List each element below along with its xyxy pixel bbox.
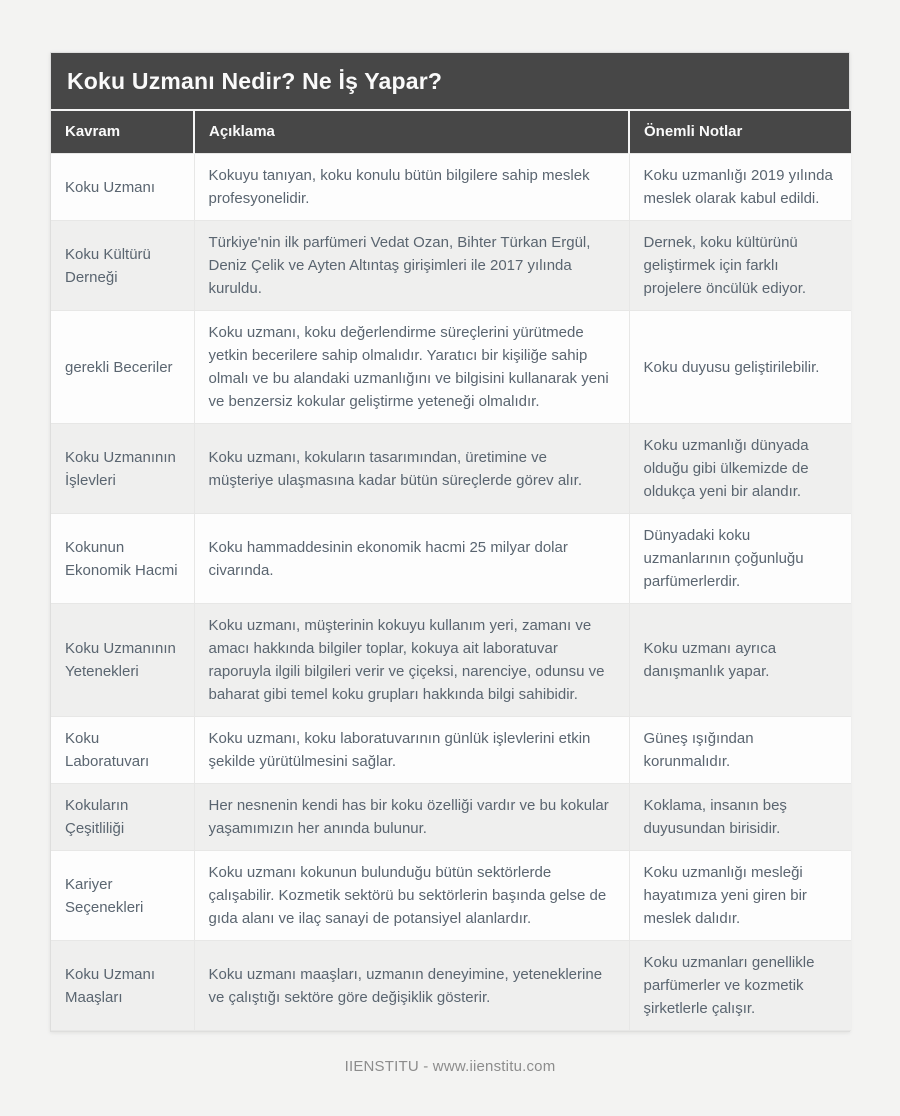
concept-cell: Koku Uzmanının İşlevleri xyxy=(51,424,194,514)
column-header-aciklama: Açıklama xyxy=(194,111,629,154)
description-cell: Her nesnenin kendi has bir koku özelliği vardır ve bu kokular yaşamımızın her anında bulunur. xyxy=(194,784,629,851)
note-cell: Koku uzmanı ayrıca danışmanlık yapar. xyxy=(629,604,851,717)
table-row xyxy=(51,784,851,851)
description-cell: Koku uzmanı, müşterinin kokuyu kullanım yeri, zamanı ve amacı hakkında bilgiler toplar, kokuya ait laboratuvar raporuyla ilgili bilgileri verir ve çiçeksi, narenciye, odunsu ve baharat gibi temel koku grupları hakkında bilgi sahibidir. xyxy=(194,604,629,717)
table-row xyxy=(51,717,851,784)
description-cell: Türkiye'nin ilk parfümeri Vedat Ozan, Bihter Türkan Ergül, Deniz Çelik ve Ayten Altıntaş girişimleri ile 2017 yılında kuruldu. xyxy=(194,221,629,311)
description-cell: Koku hammaddesinin ekonomik hacmi 25 milyar dolar civarında. xyxy=(194,514,629,604)
note-cell: Dünyadaki koku uzmanlarının çoğunluğu parfümerlerdir. xyxy=(629,514,851,604)
note-cell: Koku uzmanlığı mesleği hayatımıza yeni giren bir meslek dalıdır. xyxy=(629,851,851,941)
concept-cell: Koku Uzmanı Maaşları xyxy=(51,941,194,1031)
concept-cell: Koku Kültürü Derneği xyxy=(51,221,194,311)
description-cell: Koku uzmanı kokunun bulunduğu bütün sektörlerde çalışabilir. Kozmetik sektörü bu sektörlerin başında gelse de gıda alanı ve ilaç sanayi de potansiyel alanlardır. xyxy=(194,851,629,941)
concept-cell: Koku Uzmanının Yetenekleri xyxy=(51,604,194,717)
concept-cell: Kokuların Çeşitliliği xyxy=(51,784,194,851)
concept-cell: gerekli Beceriler xyxy=(51,311,194,424)
table-row xyxy=(51,311,851,424)
concept-cell: Koku Laboratuvarı xyxy=(51,717,194,784)
note-cell: Koku duyusu geliştirilebilir. xyxy=(629,311,851,424)
concept-cell: Kokunun Ekonomik Hacmi xyxy=(51,514,194,604)
info-table xyxy=(51,111,851,1031)
note-cell: Koku uzmanları genellikle parfümerler ve kozmetik şirketlerle çalışır. xyxy=(629,941,851,1031)
concept-cell: Koku Uzmanı xyxy=(51,154,194,221)
table-row xyxy=(51,424,851,514)
description-cell: Koku uzmanı, koku laboratuvarının günlük işlevlerini etkin şekilde yürütülmesini sağlar. xyxy=(194,717,629,784)
table-row xyxy=(51,941,851,1031)
table-row xyxy=(51,514,851,604)
page-title: Koku Uzmanı Nedir? Ne İş Yapar? xyxy=(51,53,849,111)
note-cell: Koku uzmanlığı 2019 yılında meslek olarak kabul edildi. xyxy=(629,154,851,221)
article-card xyxy=(50,52,850,1032)
page xyxy=(0,52,900,1116)
header-row xyxy=(51,111,851,154)
description-cell: Koku uzmanı, kokuların tasarımından, üretimine ve müşteriye ulaşmasına kadar bütün süreçlerde görev alır. xyxy=(194,424,629,514)
note-cell: Koku uzmanlığı dünyada olduğu gibi ülkemizde de oldukça yeni bir alandır. xyxy=(629,424,851,514)
note-cell: Dernek, koku kültürünü geliştirmek için farklı projelere öncülük ediyor. xyxy=(629,221,851,311)
table-row xyxy=(51,851,851,941)
table-row xyxy=(51,604,851,717)
description-cell: Koku uzmanı maaşları, uzmanın deneyimine, yeteneklerine ve çalıştığı sektöre göre değişiklik gösterir. xyxy=(194,941,629,1031)
description-cell: Kokuyu tanıyan, koku konulu bütün bilgilere sahip meslek profesyonelidir. xyxy=(194,154,629,221)
table-row xyxy=(51,154,851,221)
footer-branding: IIENSTITU - www.iienstitu.com xyxy=(344,1058,556,1075)
column-header-kavram: Kavram xyxy=(51,111,194,154)
concept-cell: Kariyer Seçenekleri xyxy=(51,851,194,941)
column-header-onemli-notlar: Önemli Notlar xyxy=(629,111,851,154)
note-cell: Koklama, insanın beş duyusundan birisidir. xyxy=(629,784,851,851)
note-cell: Güneş ışığından korunmalıdır. xyxy=(629,717,851,784)
description-cell: Koku uzmanı, koku değerlendirme süreçlerini yürütmede yetkin becerilere sahip olmalıdır. Yaratıcı bir kişiliğe sahip olmalı ve bu alandaki uzmanlığını ve bilgisini kullanarak yeni ve benzersiz kokular geliştirme yeteneği olmalıdır. xyxy=(194,311,629,424)
table-row xyxy=(51,221,851,311)
